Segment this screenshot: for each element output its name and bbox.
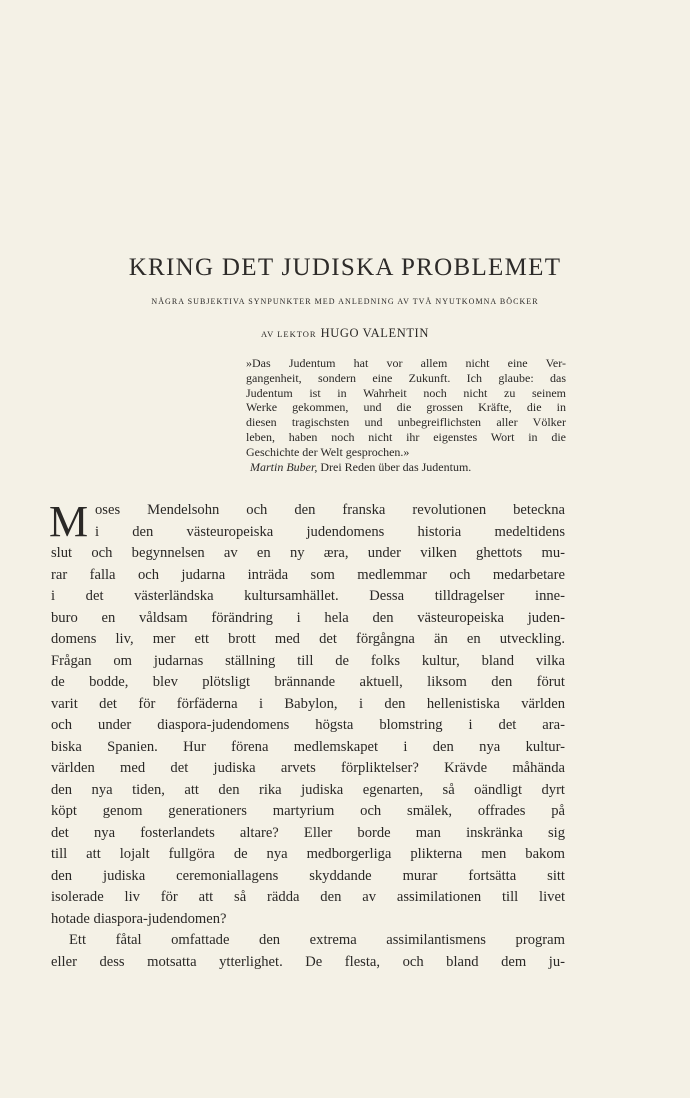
article-body	[49, 497, 565, 973]
body-line: slut och begynnelsen av en ny æra, under vilken ghettots mu-	[51, 545, 565, 561]
body-line: den nya tiden, att den rika judiska egenarten, så oändligt dyrt	[51, 781, 565, 798]
attribution-author: Martin Buber,	[250, 459, 318, 474]
epigraph-line: »Das Judentum hat vor allem nicht eine Ver-	[246, 356, 566, 370]
body-line: den judiska ceremoniallagens skyddande murar fortsätta sitt	[51, 867, 565, 884]
body-line: isolerade liv för att så rädda den av assimilationen till livet	[51, 889, 565, 905]
epigraph-line: diesen tragischsten und unbegreiflichsten aller Völker	[246, 415, 566, 430]
body-line: det nya fosterlandets altare? Eller borde man inskränka sig	[51, 824, 565, 841]
epigraph	[246, 356, 566, 474]
body-line: och under diaspora-judendomens högsta blomstring i det ara-	[51, 717, 565, 733]
article-subtitle: NÅGRA SUBJEKTIVA SYNPUNKTER MED ANLEDNING AV TVÅ NYUTKOMNA BÖCKER	[151, 297, 539, 306]
body-line: buro en våldsam förändring i hela den västeuropeiska juden-	[51, 609, 565, 626]
body-line: de bodde, blev plötsligt brännande aktuell, liksom den förut	[51, 674, 565, 690]
body-line: eller dess motsatta ytterlighet. De flesta, och bland dem ju-	[51, 953, 565, 970]
attribution-work: Drei Reden über das Judentum.	[317, 459, 472, 474]
body-line: domens liv, mer ett brott med det förgångna än en utveckling.	[51, 631, 565, 647]
epigraph-line: Werke gekommen, und die grossen Kräfte, die in	[246, 400, 566, 415]
body-line: Ett fåtal omfattade den extrema assimilantismens program	[69, 932, 565, 948]
body-line: biska Spanien. Hur förena medlemskapet i den nya kultur-	[51, 738, 565, 755]
body-line: Frågan om judarnas ställning till de folks kultur, bland vilka	[51, 652, 565, 669]
body-line: till att lojalt fullgöra de nya medborgerliga plikterna men bakom	[51, 846, 565, 862]
epigraph-line: leben, haben noch nicht ihr eigenstes Wort in die	[246, 429, 566, 444]
drop-cap: M	[49, 497, 89, 546]
author-name: HUGO VALENTIN	[320, 326, 429, 340]
body-line: oses Mendelsohn och den franska revolutionen beteckna	[95, 502, 565, 518]
epigraph-line: gangenheit, sondern eine Zukunft. Ich glaube: das	[246, 370, 566, 385]
byline-prefix: AV LEKTOR	[261, 329, 317, 339]
byline	[0, 324, 690, 342]
body-line: i den västeuropeiska judendomens historia medeltidens	[95, 523, 565, 540]
opening-paragraph-start	[49, 497, 565, 546]
epigraph-line: Geschichte der Welt gesprochen.»	[246, 444, 410, 459]
body-line: köpt genom generationers martyrium och smälek, offrades på	[51, 803, 565, 819]
body-line: i det västerländska kultursamhället. Dessa tilldragelser inne-	[51, 588, 565, 604]
epigraph-line: Judentum ist in Wahrheit noch nicht zu seinem	[246, 385, 566, 400]
body-line: världen med det judiska arvets förpliktelser? Krävde måhända	[51, 760, 565, 776]
article-title: KRING DET JUDISKA PROBLEMET	[128, 254, 562, 281]
body-line: varit det för förfäderna i Babylon, i den hellenistiska världen	[51, 695, 565, 712]
body-line: hotade diaspora-judendomen?	[51, 910, 227, 927]
body-line: rar falla och judarna inträda som medlemmar och medarbetare	[51, 566, 565, 583]
epigraph-attribution	[250, 460, 566, 475]
